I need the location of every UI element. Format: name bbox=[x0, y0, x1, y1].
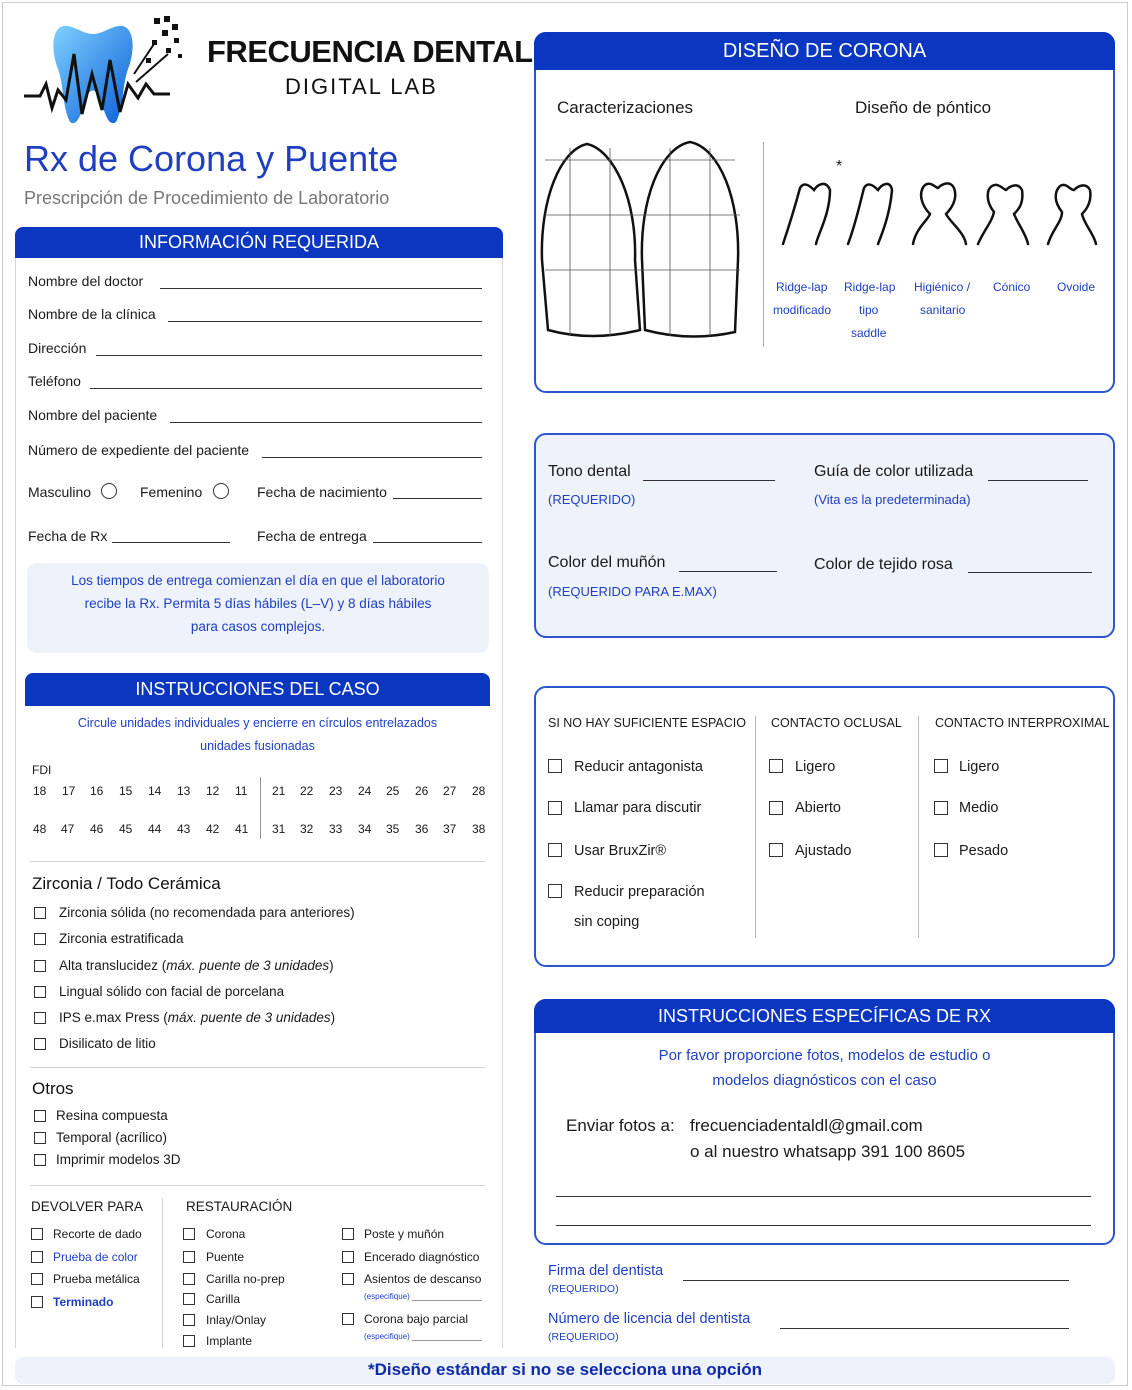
tooth-number[interactable]: 36 bbox=[415, 822, 429, 836]
implant-label: Implante bbox=[206, 1334, 253, 1348]
zirconia-solid-label: Zirconia sólida (no recomendada para anteriores) bbox=[59, 905, 355, 920]
diagnostic-waxup-label: Encerado diagnóstico bbox=[364, 1250, 480, 1264]
rx-notes-line-2[interactable] bbox=[556, 1225, 1091, 1226]
zirconia-solid-checkbox[interactable] bbox=[34, 907, 46, 919]
clinic-label: Nombre de la clínica bbox=[28, 306, 156, 322]
temporary-label: Temporal (acrílico) bbox=[56, 1130, 168, 1145]
die-trim-label: Recorte de dado bbox=[53, 1227, 142, 1241]
tooth-number[interactable]: 28 bbox=[472, 784, 486, 798]
tooth-number[interactable]: 12 bbox=[206, 784, 220, 798]
dob-field[interactable] bbox=[393, 498, 482, 499]
tooth-heartbeat-logo-icon bbox=[22, 14, 192, 132]
interproximal-heavy-checkbox[interactable] bbox=[934, 843, 948, 857]
tone-note: (REQUERIDO) bbox=[548, 492, 636, 507]
interproximal-light-label: Ligero bbox=[959, 759, 1000, 775]
restoration-title: RESTAURACIÓN bbox=[186, 1199, 293, 1214]
tooth-number[interactable]: 11 bbox=[235, 784, 248, 798]
tooth-number[interactable]: 42 bbox=[206, 822, 220, 836]
inlay-onlay-label: Inlay/Onlay bbox=[206, 1313, 267, 1327]
divider bbox=[30, 861, 485, 862]
shade-try-checkbox[interactable] bbox=[31, 1251, 43, 1263]
stump-label: Color del muñón bbox=[548, 554, 666, 571]
rx-notes-line-1[interactable] bbox=[556, 1196, 1091, 1197]
footer-bar bbox=[15, 1357, 1115, 1384]
interproximal-medium-checkbox[interactable] bbox=[934, 801, 948, 815]
pink-field[interactable] bbox=[968, 572, 1092, 573]
tooth-number[interactable]: 45 bbox=[119, 822, 133, 836]
occlusal-light-checkbox[interactable] bbox=[769, 759, 783, 773]
phone-label: Teléfono bbox=[28, 373, 81, 389]
divider bbox=[30, 1067, 485, 1068]
post-core-label: Poste y muñón bbox=[364, 1227, 445, 1241]
pontic-2-line-3: saddle bbox=[851, 326, 887, 340]
call-discuss-checkbox[interactable] bbox=[548, 801, 562, 815]
rest-seats-field[interactable] bbox=[412, 1300, 482, 1301]
zirconia-layered-checkbox[interactable] bbox=[34, 933, 46, 945]
veneer-label: Carilla bbox=[206, 1292, 241, 1306]
tooth-number[interactable]: 13 bbox=[177, 784, 191, 798]
bridge-checkbox[interactable] bbox=[183, 1251, 195, 1263]
dob-label: Fecha de nacimiento bbox=[257, 484, 387, 500]
doctor-field[interactable] bbox=[160, 288, 482, 289]
rx-note-2: modelos diagnósticos con el caso bbox=[712, 1072, 937, 1089]
rx-date-field[interactable] bbox=[112, 542, 230, 543]
pontic-star: * bbox=[836, 158, 843, 175]
page-title: Rx de Corona y Puente bbox=[24, 138, 399, 179]
female-radio[interactable] bbox=[213, 483, 229, 499]
print-3d-label: Imprimir modelos 3D bbox=[56, 1152, 181, 1167]
signature-note: (REQUERIDO) bbox=[548, 1283, 619, 1295]
lingual-solid-label: Lingual sólido con facial de porcelana bbox=[59, 984, 285, 999]
interproximal-light-checkbox[interactable] bbox=[934, 759, 948, 773]
tooth-number[interactable]: 15 bbox=[119, 784, 133, 798]
clinic-field[interactable] bbox=[168, 321, 482, 322]
stump-field[interactable] bbox=[679, 571, 777, 572]
case-hint-1: Circule unidades individuales y encierre en círculos entrelazados bbox=[77, 716, 438, 730]
occlusal-open-label: Abierto bbox=[795, 800, 841, 816]
email-text[interactable]: frecuenciadentaldl@gmail.com bbox=[690, 1116, 923, 1135]
tooth-number[interactable]: 35 bbox=[386, 822, 400, 836]
tone-field[interactable] bbox=[643, 480, 775, 481]
crown-checkbox[interactable] bbox=[183, 1228, 195, 1240]
record-label: Número de expediente del paciente bbox=[28, 442, 250, 458]
rest-seats-checkbox[interactable] bbox=[342, 1273, 354, 1285]
tooth-number[interactable]: 38 bbox=[472, 822, 486, 836]
notice-line-1: Los tiempos de entrega comienzan el día en que el laboratorio bbox=[71, 573, 445, 588]
tooth-number[interactable]: 16 bbox=[90, 784, 104, 798]
tooth-number[interactable]: 46 bbox=[90, 822, 104, 836]
pontic-1-line-1: Ridge-lap bbox=[776, 280, 828, 294]
metal-try-checkbox[interactable] bbox=[31, 1273, 43, 1285]
pontic-3-line-1: Higiénico / bbox=[914, 280, 971, 294]
turnaround-notice bbox=[27, 563, 489, 653]
occlusal-open-checkbox[interactable] bbox=[769, 801, 783, 815]
finish-checkbox[interactable] bbox=[31, 1296, 43, 1308]
guide-label: Guía de color utilizada bbox=[814, 463, 974, 480]
pontic-4-label: Cónico bbox=[993, 280, 1031, 294]
reduce-prep-label: Reducir preparación bbox=[574, 884, 705, 900]
contacts-divider-2 bbox=[918, 716, 919, 938]
crown-label: Corona bbox=[206, 1227, 246, 1241]
veneer-checkbox[interactable] bbox=[183, 1293, 195, 1305]
interproximal-heavy-label: Pesado bbox=[959, 843, 1009, 859]
info-heading: INFORMACIÓN REQUERIDA bbox=[15, 227, 503, 258]
contacts-divider-1 bbox=[755, 716, 756, 938]
signature-field[interactable] bbox=[683, 1280, 1069, 1281]
die-trim-checkbox[interactable] bbox=[31, 1228, 43, 1240]
tooth-number[interactable]: 17 bbox=[62, 784, 76, 798]
composite-resin-checkbox[interactable] bbox=[34, 1110, 46, 1122]
rx-note-1: Por favor proporcione fotos, modelos de estudio o bbox=[658, 1047, 991, 1064]
brand-name: FRECUENCIA DENTAL bbox=[207, 34, 533, 69]
reduce-prep-label-2: sin coping bbox=[574, 914, 640, 930]
pontic-5-label: Ovoide bbox=[1057, 280, 1096, 294]
address-field[interactable] bbox=[96, 355, 482, 356]
no-prep-veneer-checkbox[interactable] bbox=[183, 1273, 195, 1285]
tooth-number[interactable]: 37 bbox=[443, 822, 457, 836]
guide-field[interactable] bbox=[988, 480, 1088, 481]
pink-label: Color de tejido rosa bbox=[814, 556, 953, 573]
left-column-border bbox=[15, 258, 16, 1348]
occlusal-tight-label: Ajustado bbox=[795, 843, 852, 859]
tooth-number[interactable]: 25 bbox=[386, 784, 400, 798]
address-label: Dirección bbox=[28, 340, 87, 356]
reduce-prep-checkbox[interactable] bbox=[548, 884, 562, 898]
tooth-number[interactable]: 22 bbox=[300, 784, 314, 798]
page-subtitle: Prescripción de Procedimiento de Laboratorio bbox=[24, 188, 390, 208]
temporary-checkbox[interactable] bbox=[34, 1132, 46, 1144]
pontic-3-line-2: sanitario bbox=[920, 303, 966, 317]
shade-try-label: Prueba de color bbox=[53, 1250, 138, 1264]
reduce-antagonist-label: Reducir antagonista bbox=[574, 759, 703, 775]
tooth-number[interactable]: 14 bbox=[148, 784, 162, 798]
crown-design-heading: DISEÑO DE CORONA bbox=[534, 32, 1115, 70]
delivery-date-label: Fecha de entrega bbox=[257, 528, 367, 544]
others-title: Otros bbox=[32, 1079, 74, 1098]
tooth-number[interactable]: 33 bbox=[329, 822, 343, 836]
lingual-solid-checkbox[interactable] bbox=[34, 986, 46, 998]
call-discuss-label: Llamar para discutir bbox=[574, 800, 702, 816]
brand-subtitle: DIGITAL LAB bbox=[285, 74, 438, 99]
emax-press-label: IPS e.max Press (máx. puente de 3 unidades) bbox=[59, 1010, 336, 1025]
bridge-label: Puente bbox=[206, 1250, 245, 1264]
no-prep-veneer-label: Carilla no-prep bbox=[206, 1272, 285, 1286]
tooth-number[interactable]: 31 bbox=[272, 822, 286, 836]
notice-line-2: recibe la Rx. Permita 5 días hábiles (L–V) y 8 días hábiles bbox=[84, 596, 432, 611]
rx-date-label: Fecha de Rx bbox=[28, 528, 108, 544]
male-radio[interactable] bbox=[101, 483, 117, 499]
bruxzir-label: Usar BruxZir® bbox=[574, 843, 667, 859]
whatsapp-text: o al nuestro whatsapp 391 100 8605 bbox=[690, 1142, 966, 1161]
phone-field[interactable] bbox=[90, 388, 482, 389]
tooth-number[interactable]: 18 bbox=[33, 784, 47, 798]
interproximal-medium-label: Medio bbox=[959, 800, 999, 816]
case-heading: INSTRUCCIONES DEL CASO bbox=[25, 673, 490, 706]
diagnostic-waxup-checkbox[interactable] bbox=[342, 1251, 354, 1263]
pontic-2-line-1: Ridge-lap bbox=[844, 280, 896, 294]
return-divider bbox=[162, 1198, 163, 1348]
pontic-shapes bbox=[778, 178, 1108, 248]
license-field[interactable] bbox=[780, 1328, 1069, 1329]
occlusal-title: CONTACTO OCLUSAL bbox=[771, 716, 902, 730]
record-field[interactable] bbox=[262, 457, 482, 458]
bruxzir-checkbox[interactable] bbox=[548, 843, 562, 857]
fdi-label: FDI bbox=[32, 763, 52, 777]
lithium-disilicate-checkbox[interactable] bbox=[34, 1038, 46, 1050]
guide-note: (Vita es la predeterminada) bbox=[814, 492, 971, 507]
high-translucency-checkbox[interactable] bbox=[34, 960, 46, 972]
rest-seats-label: Asientos de descanso bbox=[364, 1272, 482, 1286]
characterizations-label: Caracterizaciones bbox=[557, 98, 694, 117]
patient-label: Nombre del paciente bbox=[28, 407, 158, 423]
male-label: Masculino bbox=[28, 484, 92, 500]
tone-label: Tono dental bbox=[548, 463, 631, 480]
tooth-number[interactable]: 34 bbox=[358, 822, 372, 836]
case-hint-2: unidades fusionadas bbox=[200, 739, 315, 753]
rest-seats-note: (especifique) bbox=[364, 1292, 410, 1301]
finish-label: Terminado bbox=[53, 1295, 114, 1309]
pontic-1-line-2: modificado bbox=[773, 303, 832, 317]
footer-note: *Diseño estándar si no se selecciona una opción bbox=[368, 1360, 762, 1379]
signature-label: Firma del dentista bbox=[548, 1263, 664, 1279]
tooth-number[interactable]: 43 bbox=[177, 822, 191, 836]
crown-under-partial-note: (especifique) bbox=[364, 1332, 410, 1341]
tooth-number[interactable]: 44 bbox=[148, 822, 162, 836]
composite-resin-label: Resina compuesta bbox=[56, 1108, 168, 1123]
crown-under-partial-label: Corona bajo parcial bbox=[364, 1312, 469, 1326]
female-label: Femenino bbox=[140, 484, 203, 500]
characterization-grid-icon[interactable] bbox=[540, 140, 745, 343]
tooth-number[interactable]: 47 bbox=[61, 822, 75, 836]
send-photos-label: Enviar fotos a: bbox=[566, 1116, 675, 1135]
return-title: DEVOLVER PARA bbox=[31, 1199, 144, 1214]
occlusal-tight-checkbox[interactable] bbox=[769, 843, 783, 857]
post-core-checkbox[interactable] bbox=[342, 1228, 354, 1240]
license-note: (REQUERIDO) bbox=[548, 1331, 619, 1343]
rx-instructions-heading: INSTRUCCIONES ESPECÍFICAS DE RX bbox=[534, 999, 1115, 1033]
inlay-onlay-checkbox[interactable] bbox=[183, 1314, 195, 1326]
lithium-disilicate-label: Disilicato de litio bbox=[59, 1036, 156, 1051]
delivery-date-field[interactable] bbox=[373, 542, 482, 543]
patient-field[interactable] bbox=[170, 422, 482, 423]
tooth-number[interactable]: 26 bbox=[415, 784, 429, 798]
license-label: Número de licencia del dentista bbox=[548, 1311, 751, 1327]
midline-divider bbox=[260, 777, 261, 839]
stump-note: (REQUERIDO PARA E.MAX) bbox=[548, 584, 717, 599]
implant-checkbox[interactable] bbox=[183, 1335, 195, 1347]
zirconia-title: Zirconia / Todo Cerámica bbox=[32, 874, 221, 893]
occlusal-light-label: Ligero bbox=[795, 759, 836, 775]
print-3d-checkbox[interactable] bbox=[34, 1154, 46, 1166]
design-divider bbox=[763, 142, 764, 347]
tooth-number[interactable]: 24 bbox=[358, 784, 372, 798]
doctor-label: Nombre del doctor bbox=[28, 273, 144, 289]
crown-under-partial-field[interactable] bbox=[412, 1340, 482, 1341]
crown-under-partial-checkbox[interactable] bbox=[342, 1313, 354, 1325]
tooth-number[interactable]: 27 bbox=[443, 784, 457, 798]
interproximal-title: CONTACTO INTERPROXIMAL bbox=[935, 716, 1110, 730]
tooth-number[interactable]: 21 bbox=[272, 784, 286, 798]
tooth-number[interactable]: 32 bbox=[300, 822, 314, 836]
emax-press-checkbox[interactable] bbox=[34, 1012, 46, 1024]
space-title: SI NO HAY SUFICIENTE ESPACIO bbox=[548, 716, 746, 730]
left-column-border-right bbox=[502, 258, 503, 1348]
tooth-number[interactable]: 23 bbox=[329, 784, 343, 798]
tooth-number[interactable]: 48 bbox=[33, 822, 47, 836]
zirconia-layered-label: Zirconia estratificada bbox=[59, 931, 184, 946]
high-translucency-label: Alta translucidez (máx. puente de 3 unidades) bbox=[59, 958, 334, 973]
divider bbox=[30, 1185, 485, 1186]
notice-line-3: para casos complejos. bbox=[190, 619, 326, 634]
metal-try-label: Prueba metálica bbox=[53, 1272, 140, 1286]
pontic-2-line-2: tipo bbox=[859, 303, 879, 317]
reduce-antagonist-checkbox[interactable] bbox=[548, 759, 562, 773]
tooth-number[interactable]: 41 bbox=[235, 822, 249, 836]
pontic-label: Diseño de póntico bbox=[855, 98, 992, 117]
